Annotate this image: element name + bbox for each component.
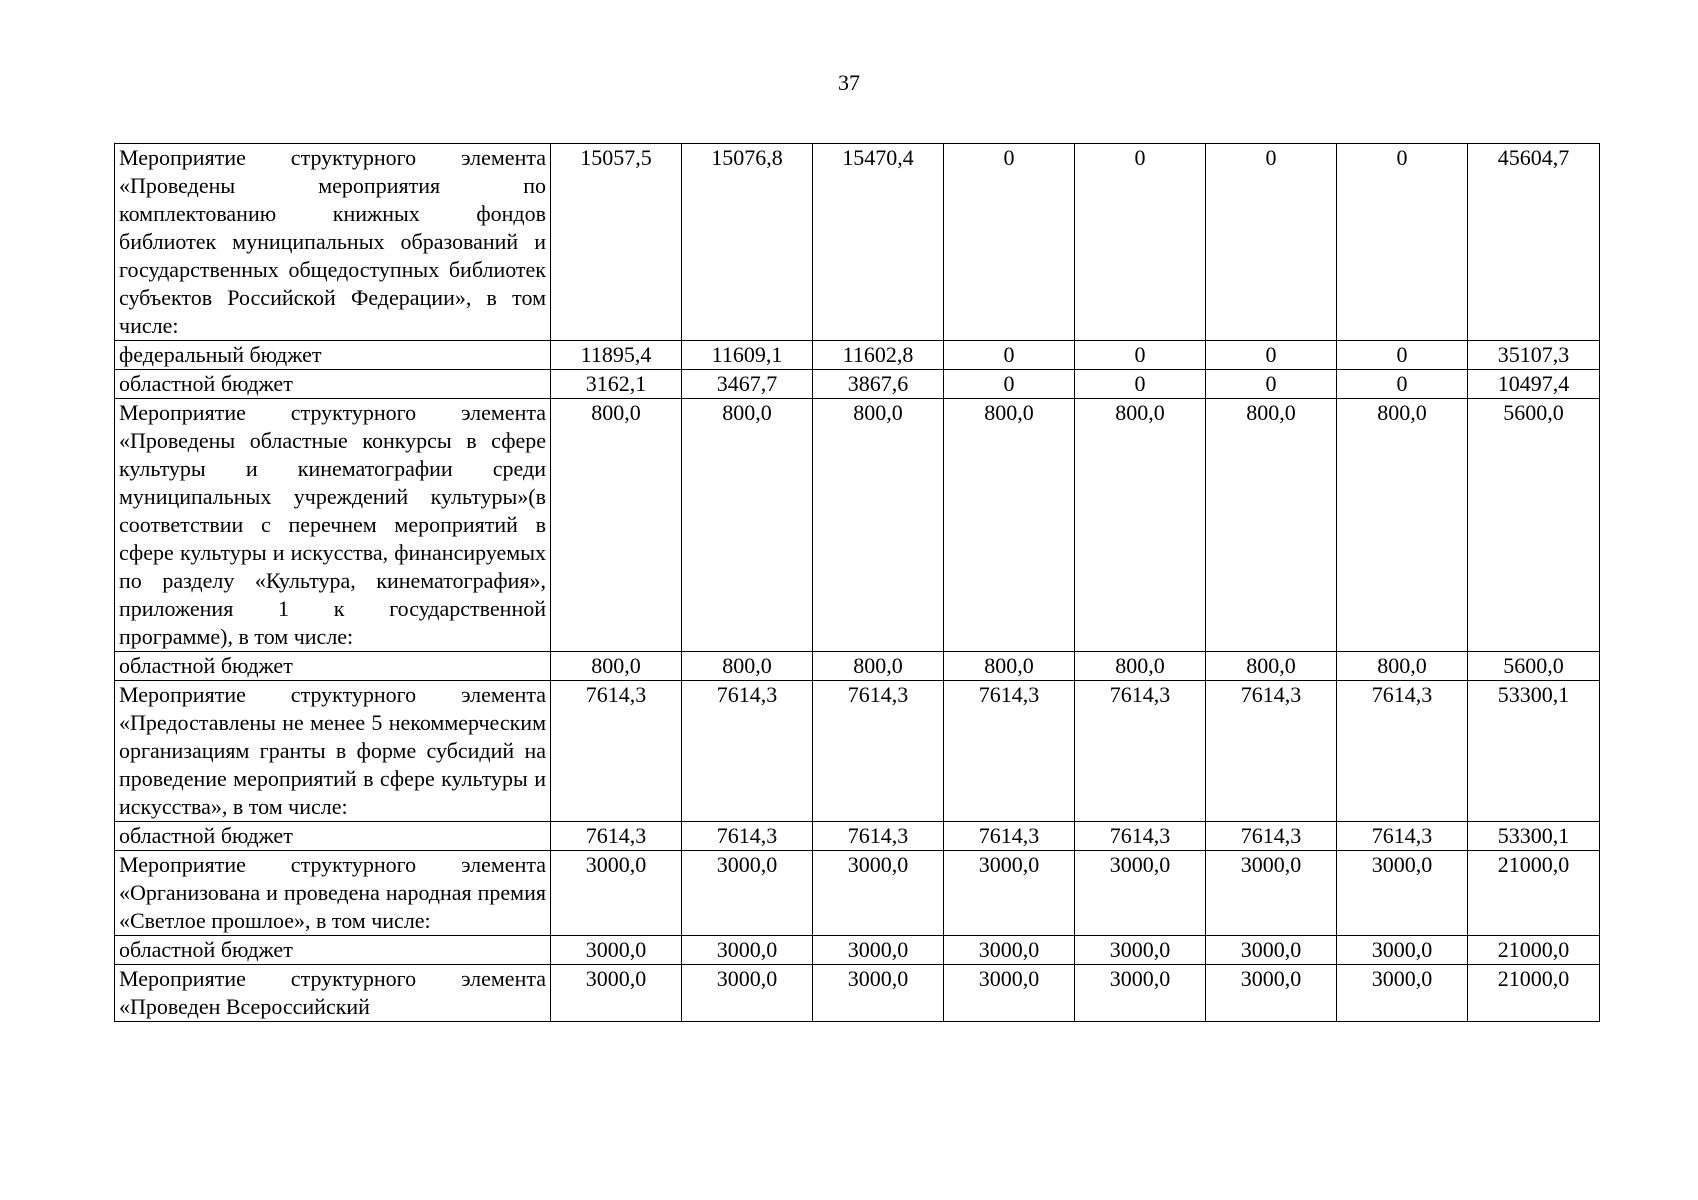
year-value-cell: 3000,0 bbox=[1075, 965, 1206, 1022]
year-value-cell: 7614,3 bbox=[1337, 681, 1468, 822]
year-value-cell: 800,0 bbox=[944, 652, 1075, 681]
measure-row bbox=[115, 144, 1600, 341]
year-value-cell: 7614,3 bbox=[1206, 681, 1337, 822]
measure-description: Мероприятие структурного элемента «Проведены областные конкурсы в сфере культуры и кинематографии среди муниципальных учреждений культуры»(в соответствии с перечнем мероприятий в сфере культуры и искусства, финансируемых по разделу «Культура, кинематография», приложения 1 к государственной программе), в том числе: bbox=[115, 399, 551, 652]
year-value-cell: 3000,0 bbox=[1337, 936, 1468, 965]
year-value-cell: 7614,3 bbox=[813, 822, 944, 851]
year-value-cell: 3162,1 bbox=[551, 370, 682, 399]
total-value-cell: 45604,7 bbox=[1468, 144, 1600, 341]
total-value-cell: 35107,3 bbox=[1468, 341, 1600, 370]
measure-description: Мероприятие структурного элемента «Организована и проведена народная премия «Светлое прошлое», в том числе: bbox=[115, 851, 551, 936]
year-value-cell: 3000,0 bbox=[682, 851, 813, 936]
year-value-cell: 7614,3 bbox=[551, 822, 682, 851]
year-value-cell: 11602,8 bbox=[813, 341, 944, 370]
measure-row bbox=[115, 399, 1600, 652]
page-number: 37 bbox=[838, 70, 860, 95]
year-value-cell: 3000,0 bbox=[551, 936, 682, 965]
total-value-cell: 5600,0 bbox=[1468, 399, 1600, 652]
year-value-cell: 800,0 bbox=[1206, 399, 1337, 652]
year-value-cell: 7614,3 bbox=[944, 681, 1075, 822]
funding-source-label: областной бюджет bbox=[115, 370, 551, 399]
year-value-cell: 0 bbox=[1206, 370, 1337, 399]
year-value-cell: 0 bbox=[1206, 144, 1337, 341]
funding-source-row bbox=[115, 341, 1600, 370]
year-value-cell: 800,0 bbox=[813, 652, 944, 681]
year-value-cell: 800,0 bbox=[1206, 652, 1337, 681]
year-value-cell: 0 bbox=[1337, 370, 1468, 399]
year-value-cell: 7614,3 bbox=[682, 822, 813, 851]
year-value-cell: 3000,0 bbox=[944, 936, 1075, 965]
year-value-cell: 3867,6 bbox=[813, 370, 944, 399]
measure-row bbox=[115, 965, 1600, 1022]
year-value-cell: 0 bbox=[1075, 341, 1206, 370]
total-value-cell: 10497,4 bbox=[1468, 370, 1600, 399]
funding-source-row bbox=[115, 652, 1600, 681]
year-value-cell: 7614,3 bbox=[813, 681, 944, 822]
year-value-cell: 11895,4 bbox=[551, 341, 682, 370]
year-value-cell: 3000,0 bbox=[682, 936, 813, 965]
year-value-cell: 0 bbox=[1337, 144, 1468, 341]
year-value-cell: 3000,0 bbox=[1075, 936, 1206, 965]
year-value-cell: 7614,3 bbox=[1075, 681, 1206, 822]
year-value-cell: 0 bbox=[944, 370, 1075, 399]
year-value-cell: 800,0 bbox=[682, 652, 813, 681]
measure-description: Мероприятие структурного элемента «Предоставлены не менее 5 некоммерческим организациям гранты в форме субсидий на проведение мероприятий в сфере культуры и искусства», в том числе: bbox=[115, 681, 551, 822]
funding-source-label: федеральный бюджет bbox=[115, 341, 551, 370]
measure-description: Мероприятие структурного элемента «Проведен Всероссийский bbox=[115, 965, 551, 1022]
year-value-cell: 3000,0 bbox=[682, 965, 813, 1022]
year-value-cell: 0 bbox=[944, 144, 1075, 341]
year-value-cell: 800,0 bbox=[813, 399, 944, 652]
year-value-cell: 800,0 bbox=[551, 652, 682, 681]
year-value-cell: 800,0 bbox=[1075, 652, 1206, 681]
year-value-cell: 3467,7 bbox=[682, 370, 813, 399]
budget-table bbox=[114, 143, 1600, 1022]
year-value-cell: 800,0 bbox=[682, 399, 813, 652]
year-value-cell: 3000,0 bbox=[1206, 936, 1337, 965]
year-value-cell: 3000,0 bbox=[1206, 965, 1337, 1022]
year-value-cell: 3000,0 bbox=[1075, 851, 1206, 936]
year-value-cell: 7614,3 bbox=[682, 681, 813, 822]
funding-source-label: областной бюджет bbox=[115, 822, 551, 851]
year-value-cell: 11609,1 bbox=[682, 341, 813, 370]
year-value-cell: 15057,5 bbox=[551, 144, 682, 341]
total-value-cell: 5600,0 bbox=[1468, 652, 1600, 681]
total-value-cell: 53300,1 bbox=[1468, 681, 1600, 822]
year-value-cell: 3000,0 bbox=[551, 965, 682, 1022]
year-value-cell: 3000,0 bbox=[551, 851, 682, 936]
year-value-cell: 800,0 bbox=[551, 399, 682, 652]
year-value-cell: 7614,3 bbox=[944, 822, 1075, 851]
year-value-cell: 3000,0 bbox=[944, 851, 1075, 936]
year-value-cell: 800,0 bbox=[944, 399, 1075, 652]
year-value-cell: 0 bbox=[1075, 370, 1206, 399]
year-value-cell: 7614,3 bbox=[1337, 822, 1468, 851]
year-value-cell: 0 bbox=[1337, 341, 1468, 370]
year-value-cell: 800,0 bbox=[1337, 399, 1468, 652]
year-value-cell: 800,0 bbox=[1075, 399, 1206, 652]
year-value-cell: 3000,0 bbox=[813, 936, 944, 965]
year-value-cell: 3000,0 bbox=[1206, 851, 1337, 936]
year-value-cell: 3000,0 bbox=[1337, 965, 1468, 1022]
funding-source-row bbox=[115, 370, 1600, 399]
year-value-cell: 0 bbox=[1075, 144, 1206, 341]
funding-source-label: областной бюджет bbox=[115, 652, 551, 681]
funding-source-label: областной бюджет bbox=[115, 936, 551, 965]
measure-row bbox=[115, 681, 1600, 822]
year-value-cell: 0 bbox=[944, 341, 1075, 370]
total-value-cell: 21000,0 bbox=[1468, 851, 1600, 936]
year-value-cell: 7614,3 bbox=[1206, 822, 1337, 851]
year-value-cell: 7614,3 bbox=[1075, 822, 1206, 851]
total-value-cell: 53300,1 bbox=[1468, 822, 1600, 851]
total-value-cell: 21000,0 bbox=[1468, 965, 1600, 1022]
year-value-cell: 3000,0 bbox=[944, 965, 1075, 1022]
year-value-cell: 0 bbox=[1206, 341, 1337, 370]
year-value-cell: 15076,8 bbox=[682, 144, 813, 341]
table-body bbox=[115, 144, 1600, 1022]
year-value-cell: 15470,4 bbox=[813, 144, 944, 341]
year-value-cell: 3000,0 bbox=[1337, 851, 1468, 936]
year-value-cell: 7614,3 bbox=[551, 681, 682, 822]
measure-row bbox=[115, 851, 1600, 936]
total-value-cell: 21000,0 bbox=[1468, 936, 1600, 965]
year-value-cell: 3000,0 bbox=[813, 965, 944, 1022]
year-value-cell: 3000,0 bbox=[813, 851, 944, 936]
year-value-cell: 800,0 bbox=[1337, 652, 1468, 681]
funding-source-row bbox=[115, 936, 1600, 965]
funding-source-row bbox=[115, 822, 1600, 851]
measure-description: Мероприятие структурного элемента «Проведены мероприятия по комплектованию книжных фондов библиотек муниципальных образований и государственных общедоступных библиотек субъектов Российской Федерации», в том числе: bbox=[115, 144, 551, 341]
